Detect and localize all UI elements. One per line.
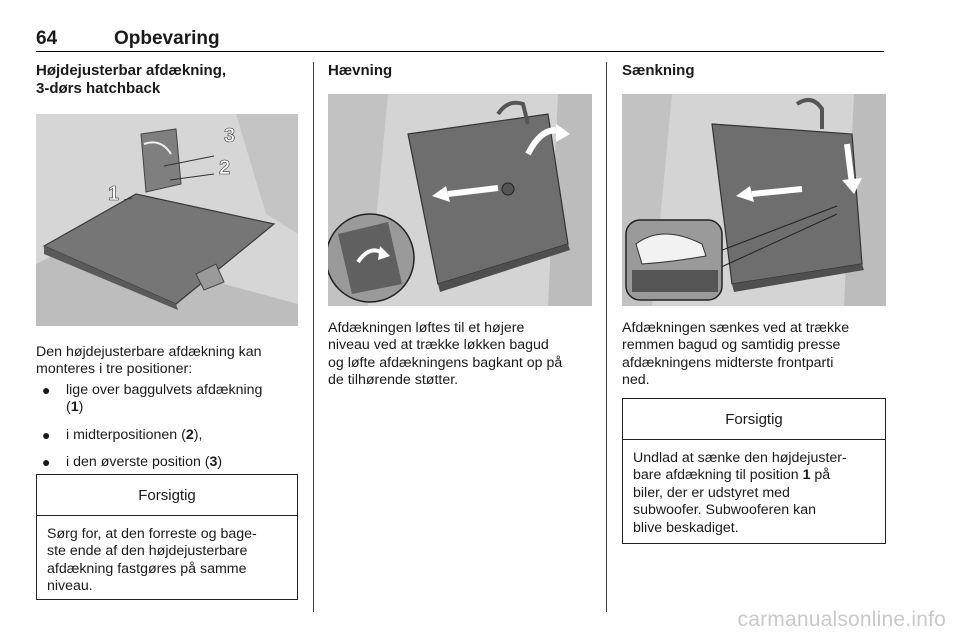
caution-title: Forsigtig (623, 399, 885, 440)
position-list (36, 382, 298, 482)
caution-text: Undlad at sænke den højdejuster- bare afdækning til position 1 på biler, der er udstyret med subwoofer. Subwooferen kan blive beskadiget. (633, 450, 847, 536)
column-2 (328, 62, 592, 612)
caution-box (36, 474, 298, 600)
raise-cover-illustration (328, 94, 592, 306)
caution-box (622, 398, 886, 544)
column-divider (313, 62, 314, 612)
column-1 (36, 62, 298, 612)
figure-label-2: 2 (219, 157, 231, 179)
section-title-raise: Hævning (328, 62, 393, 79)
section-title-cover: Højdejusterbar afdækning, 3-dørs hatchback (36, 62, 227, 97)
column-divider (606, 62, 607, 612)
caution-title: Forsigtig (37, 475, 297, 516)
figure-label-1: 1 (108, 183, 120, 205)
section-title-lower: Sænkning (622, 62, 695, 79)
page-header (36, 28, 884, 52)
chapter-title: Opbevaring (114, 28, 220, 49)
bullet-icon: ● (42, 426, 51, 443)
list-item: ● lige over baggulvets afdækning (1) (42, 382, 263, 416)
bullet-icon: ● (42, 382, 51, 398)
list-item: ● i den øverste position (3) (42, 454, 223, 471)
list-item: ● i midterpositionen (2), (42, 426, 203, 443)
figure-label-3: 3 (224, 125, 236, 147)
intro-paragraph: Den højdejusterbare afdækning kan monteres i tre positioner: (36, 344, 262, 378)
cargo-cover-positions-illustration (36, 114, 298, 326)
raise-paragraph: Afdækningen løftes til et højere niveau ved at trække løkken bagud og løfte afdækningens bagkant op på de tilhørende støtter. (328, 320, 563, 389)
page-number: 64 (36, 28, 58, 49)
column-3 (622, 62, 886, 612)
lower-cover-illustration (622, 94, 886, 306)
caution-text: Sørg for, at den forreste og bage- ste ende af den højdejusterbare afdækning fastgøres på samme niveau. (47, 526, 257, 595)
lower-paragraph: Afdækningen sænkes ved at trække remmen bagud og samtidig presse afdækningens midterste frontparti ned. (622, 320, 850, 389)
watermark: carmanualsonline.info (737, 608, 946, 631)
bullet-icon: ● (42, 454, 51, 471)
